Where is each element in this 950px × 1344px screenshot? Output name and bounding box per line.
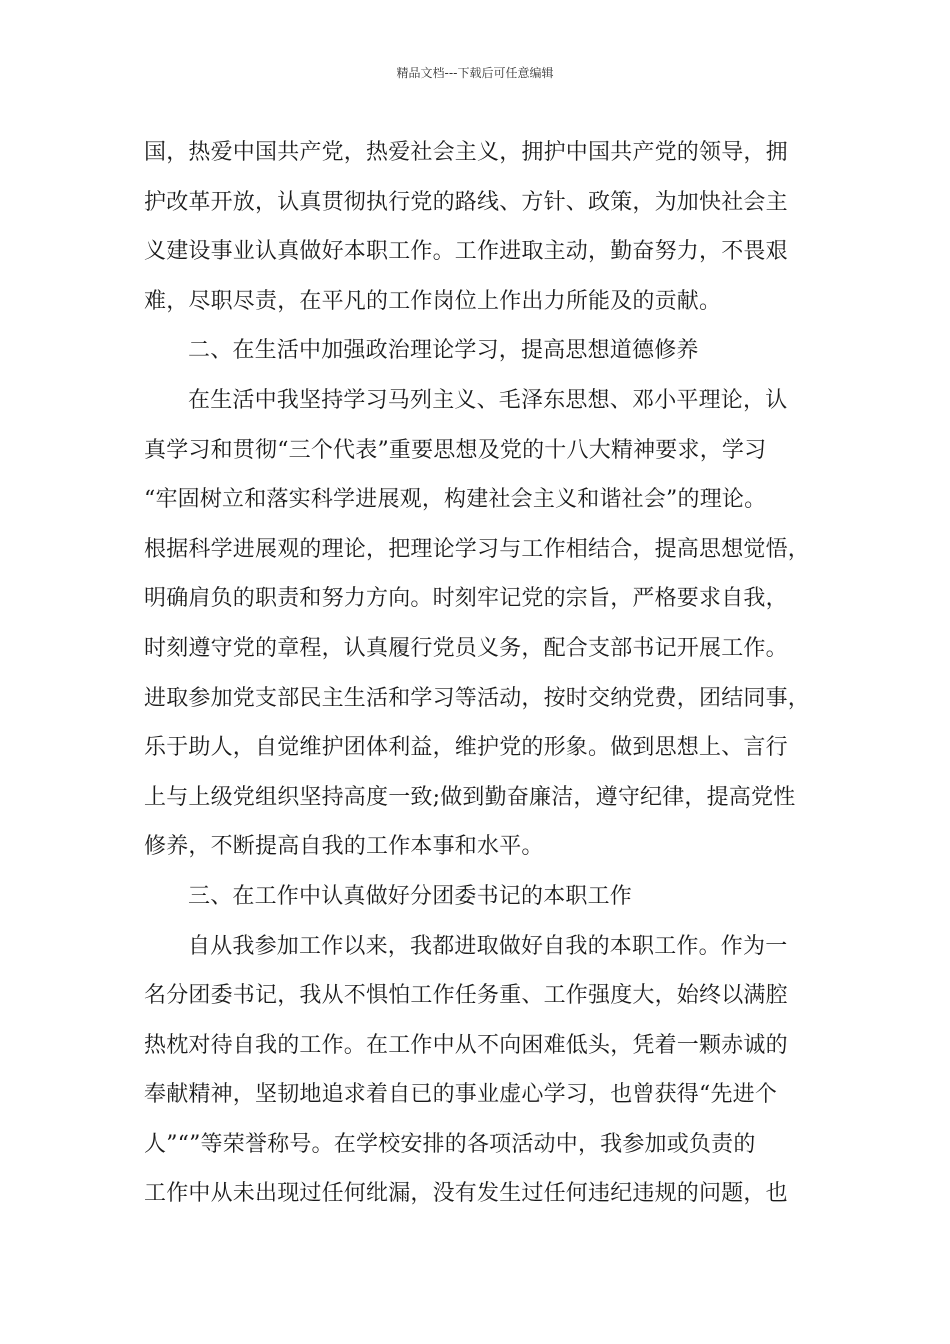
page-header: 精品文档---下载后可任意编辑: [396, 66, 554, 80]
text-line: “牢固树立和落实科学进展观，构建社会主义和谐社会”的理论。: [144, 487, 767, 513]
section-heading-3: 三、在工作中认真做好分团委书记的本职工作: [188, 883, 633, 909]
text-line: 名分团委书记，我从不惧怕工作任务重、工作强度大，始终以满腔: [144, 983, 788, 1009]
text-line: 人”“”等荣誉称号。在学校安排的各项活动中，我参加或负责的: [144, 1131, 756, 1157]
text-line: 根据科学进展观的理论，把理论学习与工作相结合，提高思想觉悟，: [144, 536, 811, 562]
text-line: 工作中从未出现过任何纰漏，没有发生过任何违纪违规的问题，也: [144, 1181, 788, 1207]
text-line: 国，热爱中国共产党，热爱社会主义，拥护中国共产党的领导，拥: [144, 140, 788, 165]
section-heading-2: 二、在生活中加强政治理论学习，提高思想道德修养: [188, 338, 699, 364]
text-line: 难，尽职尽责，在平凡的工作岗位上作出力所能及的贡献。: [144, 288, 722, 314]
text-line: 上与上级党组织坚持高度一致;做到勤奋廉洁，遵守纪律，提高党性: [144, 784, 796, 810]
text-line: 护改革开放，认真贯彻执行党的路线、方针、政策，为加快社会主: [144, 189, 788, 215]
text-line: 时刻遵守党的章程，认真履行党员义务，配合支部书记开展工作。: [144, 635, 788, 661]
text-line: 真学习和贯彻“三个代表”重要思想及党的十八大精神要求，学习: [144, 437, 767, 463]
text-line: 乐于助人，自觉维护团体利益，维护党的形象。做到思想上、言行: [144, 735, 788, 761]
text-line: 在生活中我坚持学习马列主义、毛泽东思想、邓小平理论，认: [188, 387, 788, 413]
text-line: 进取参加党支部民主生活和学习等活动，按时交纳党费，团结同事，: [144, 685, 811, 711]
text-line: 奉献精神，坚韧地追求着自已的事业虚心学习，也曾获得“先进个: [144, 1082, 778, 1108]
text-line: 义建设事业认真做好本职工作。工作进取主动，勤奋努力，不畏艰: [144, 239, 788, 265]
document-body: [144, 128, 824, 1219]
text-line: 明确肩负的职责和努力方向。时刻牢记党的宗旨，严格要求自我，: [144, 586, 788, 612]
text-line: 自从我参加工作以来，我都进取做好自我的本职工作。作为一: [188, 933, 788, 959]
text-line: 热枕对待自我的工作。在工作中从不向困难低头，凭着一颗赤诚的: [144, 1032, 788, 1058]
text-line: 修养，不断提高自我的工作本事和水平。: [144, 834, 544, 860]
